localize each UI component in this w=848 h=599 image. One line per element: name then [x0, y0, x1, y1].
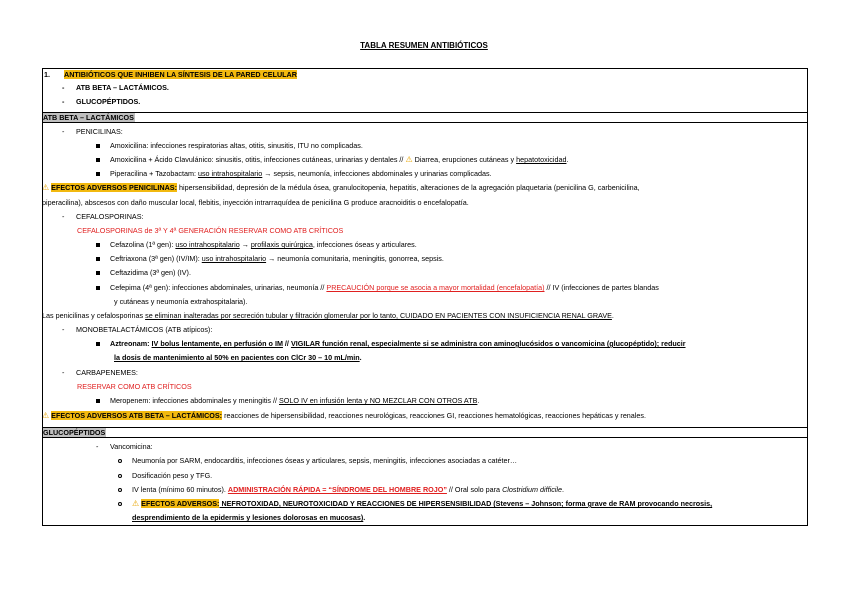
- gluco-section-label: GLUCOPÉPTIDOS: [43, 428, 106, 437]
- list-item-vanco-indicaciones: Neumonía por SARM, endocarditis, infecciones óseas y articulares, sepsis, meningitis, infecciones asociadas a catéter…: [118, 456, 517, 466]
- list-item-piperacilina: Piperacilina + Tazobactam: uso intrahospitalario → sepsis, neumonía, infecciones abdominales y urinarias complicadas.: [96, 169, 492, 179]
- list-item-vanco-administracion: IV lenta (mínimo 60 minutos). ADMINISTRACIÓN RÁPIDA = “SÍNDROME DEL HOMBRE ROJO” // Oral solo para Clostridium difficile.: [118, 485, 564, 495]
- list-item-cefazolina: Cefazolina (1ª gen): uso intrahospitalario → profilaxis quirúrgica, infecciones óseas y articulares.: [96, 240, 417, 250]
- efectos-betalactamicos: ⚠ EFECTOS ADVERSOS ATB BETA – LACTÁMICOS: reacciones de hipersensibilidad, reacciones neurológicas, reacciones GI, reacciones hematológicas, reacciones hepáticas y renales.: [42, 411, 646, 420]
- cefalosporinas-heading: - CEFALOSPORINAS:: [62, 212, 144, 221]
- monobetalactamicos-heading: - MONOBETALACTÁMICOS (ATB atípicos):: [62, 325, 213, 334]
- renal-note: Las penicilinas y cefalosporinas se eliminan inalteradas por secreción tubular y filtración glomerular por lo tanto, CUIDADO EN PACIENTES CON INSUFICIENCIA RENAL GRAVE.: [42, 311, 614, 320]
- section1-item: - GLUCOPÉPTIDOS.: [62, 97, 141, 106]
- section1-heading: [44, 70, 297, 80]
- carbapenemes-note: RESERVAR COMO ATB CRÍTICOS: [77, 382, 192, 391]
- carbapenemes-heading: - CARBAPENEMES:: [62, 368, 138, 377]
- efectos-penicilinas-cont: piperacilina), abscesos con daño muscular local, flebitis, inyección intrarraquídea de penicilina G produce aracnoiditis o encefalopatía.: [42, 198, 469, 207]
- content-frame: [42, 112, 808, 526]
- section1-item: - ATB BETA – LACTÁMICOS.: [62, 83, 169, 92]
- list-item-ceftriaxona: Ceftriaxona (3ª gen) (IV/IM): uso intrahospitalario → neumonía comunitaria, meningitis, gonorrea, sepsis.: [96, 254, 444, 264]
- page-title: TABLA RESUMEN ANTIBIÓTICOS: [360, 41, 488, 50]
- list-item-vanco-dosis: Dosificación peso y TFG.: [118, 471, 212, 481]
- list-item-aztreonam-cont: la dosis de mantenimiento al 50% en pacientes con ClCr 30 – 10 mL/min.: [114, 353, 362, 362]
- warning-icon: ⚠: [405, 155, 413, 164]
- section1-number: 1.: [44, 70, 50, 79]
- list-item-cefepima: Cefepima (4ª gen): infecciones abdominales, urinarias, neumonía // PRECAUCIÓN porque se asocia a mayor mortalidad (encefalopatía) // IV (infecciones de partes blandas: [96, 283, 659, 293]
- list-item-amoxiclav: Amoxicilina + Ácido Clavulánico: sinusitis, otitis, infecciones cutáneas, urinarias y dentales // ⚠ Diarrea, erupciones cutáneas y hepatotoxicidad.: [96, 155, 568, 165]
- warning-icon: ⚠: [132, 499, 140, 508]
- list-item-vanco-efectos: ⚠ EFECTOS ADVERSOS: NEFROTOXIDAD, NEUROTOXICIDAD Y REACCIONES DE HIPERSENSIBILIDAD (Stevens – Johnson; forma grave de RAM provocando necrosis,: [118, 499, 712, 509]
- list-item-meropenem: Meropenem: infecciones abdominales y meningitis // SOLO IV en infusión lenta y NO MEZCLAR CON OTROS ATB.: [96, 396, 479, 406]
- cefalosporinas-note: CEFALOSPORINAS de 3ª Y 4ª GENERACIÓN RESERVAR COMO ATB CRÍTICOS: [77, 226, 344, 235]
- section1-title: ANTIBIÓTICOS QUE INHIBEN LA SÍNTESIS DE LA PARED CELULAR: [64, 70, 297, 79]
- beta-section-label: ATB BETA – LACTÁMICOS: [43, 113, 134, 122]
- vancomicina-heading: - Vancomicina:: [96, 442, 153, 451]
- list-item-amoxicilina: Amoxicilina: infecciones respiratorias altas, otitis, sinusitis, ITU no complicadas.: [96, 141, 363, 151]
- list-item-cefepima-cont: y cutáneas y neumonía extrahospitalaria).: [114, 297, 248, 306]
- list-item-vanco-efectos-cont: desprendimiento de la epidermis y lesiones dolorosas en mucosas).: [132, 513, 366, 522]
- warning-icon: ⚠: [42, 183, 50, 192]
- list-item-aztreonam: Aztreonam: IV bolus lentamente, en perfusión o IM // VIGILAR función renal, especialmente si se administra con aminoglucósidos o vancomicina (glucopéptido); reducir: [96, 339, 686, 349]
- penicilinas-heading: - PENICILINAS:: [62, 127, 123, 136]
- warning-icon: ⚠: [42, 411, 50, 420]
- list-item-ceftazidima: Ceftazidima (3ª gen) (IV).: [96, 268, 191, 278]
- efectos-penicilinas: ⚠ EFECTOS ADVERSOS PENICILINAS: hipersensibilidad, depresión de la médula ósea, granulocitopenia, hepatitis, alteraciones de la agregación plaquetaria (penicilina G, carbenicilina,: [42, 183, 640, 192]
